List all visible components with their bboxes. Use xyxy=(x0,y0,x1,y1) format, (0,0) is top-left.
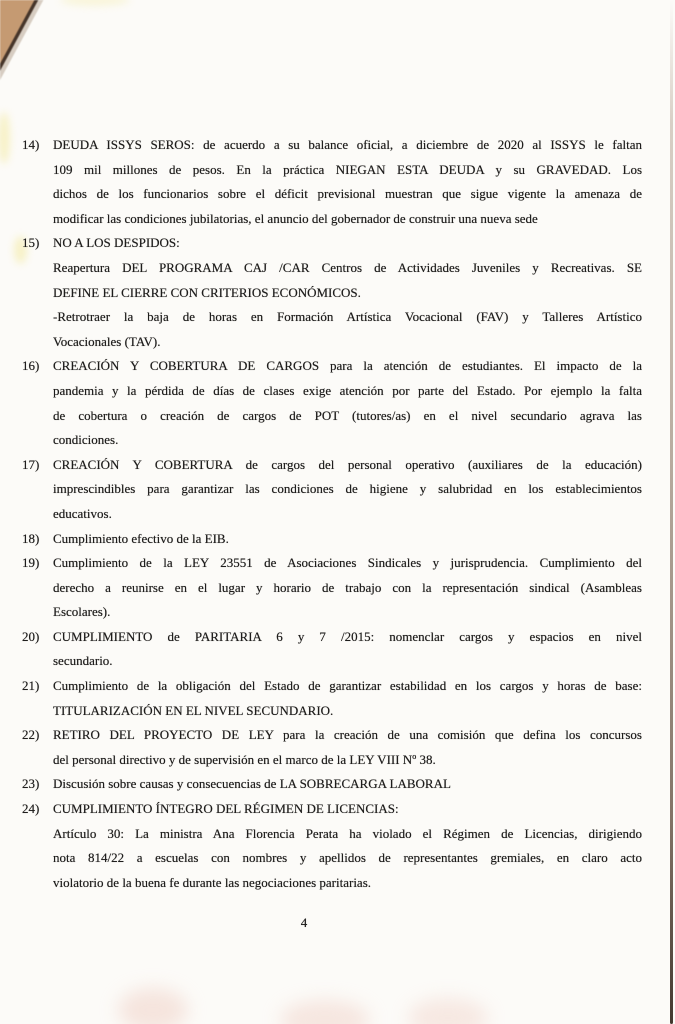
list-item xyxy=(22,354,675,452)
item-number: 18) xyxy=(22,530,40,546)
item-number: 16) xyxy=(22,358,40,374)
text-line: condiciones. xyxy=(53,432,119,448)
text-line: CREACIÓN Y COBERTURA DE CARGOS para la atención de estudiantes. El impacto de la xyxy=(53,358,642,374)
text-line: CREACIÓN Y COBERTURA de cargos del personal operativo (auxiliares de la educación) xyxy=(53,456,642,472)
list-item xyxy=(22,551,675,625)
item-content xyxy=(53,723,642,772)
list-item xyxy=(22,723,675,772)
text-line: Cumplimiento efectivo de la EIB. xyxy=(53,530,229,546)
list-item xyxy=(22,453,675,527)
text-line: secundario. xyxy=(53,653,113,669)
item-content xyxy=(53,674,642,723)
item-number: 15) xyxy=(22,235,40,251)
list-item xyxy=(22,674,675,723)
text-line: Artículo 30: La ministra Ana Florencia Perata ha violado el Régimen de Licencias, dirigiendo xyxy=(53,825,642,841)
text-line: Discusión sobre causas y consecuencias de LA SOBRECARGA LABORAL xyxy=(53,776,451,792)
text-line: DEUDA ISSYS SEROS: de acuerdo a su balance oficial, a diciembre de 2020 al ISSYS le faltan xyxy=(53,137,642,152)
text-line: NO A LOS DESPIDOS: xyxy=(53,235,180,251)
text-line: RETIRO DEL PROYECTO DE LEY para la creación de una comisión que defina los concursos xyxy=(53,727,642,743)
item-number: 17) xyxy=(22,456,40,472)
item-number: 14) xyxy=(22,137,40,152)
text-line: Vocacionales (TAV). xyxy=(53,333,161,349)
list-item xyxy=(22,133,675,231)
text-line: Escolares). xyxy=(53,604,111,620)
item-content xyxy=(53,453,642,527)
item-content xyxy=(53,354,642,452)
demands-list xyxy=(22,133,675,895)
text-line: CUMPLIMIENTO ÍNTEGRO DEL RÉGIMEN DE LICENCIAS: xyxy=(53,801,399,817)
text-line: CUMPLIMIENTO de PARITARIA 6 y 7 /2015: nomenclar cargos y espacios en nivel xyxy=(53,628,642,644)
item-content xyxy=(53,231,642,354)
text-line: Reapertura DEL PROGRAMA CAJ /CAR Centros de Actividades Juveniles y Recreativas. SE xyxy=(53,259,642,275)
item-content xyxy=(53,797,642,895)
item-content xyxy=(53,133,642,231)
text-line: pandemia y la pérdida de días de clases exige atención por parte del Estado. Por ejemplo la falta xyxy=(53,382,642,398)
text-line: nota 814/22 a escuelas con nombres y apellidos de representantes gremiales, en claro acto xyxy=(53,850,642,866)
page-number: 4 xyxy=(300,915,308,931)
item-number: 23) xyxy=(22,776,40,792)
text-line: 109 mil millones de pesos. En la práctica NIEGAN ESTA DEUDA y su GRAVEDAD. Los xyxy=(53,161,642,177)
text-line: derecho a reunirse en el lugar y horario de trabajo con la representación sindical (Asambleas xyxy=(53,579,642,595)
text-line: imprescindibles para garantizar las condiciones de higiene y salubridad en los establecimientos xyxy=(53,481,642,497)
item-number: 20) xyxy=(22,628,40,644)
item-content xyxy=(53,772,642,797)
list-item xyxy=(22,625,675,674)
list-item xyxy=(22,527,675,552)
text-line: -Retrotraer la baja de horas en Formación Artística Vocacional (FAV) y Talleres Artístico xyxy=(53,309,642,325)
list-item xyxy=(22,231,675,354)
item-number: 21) xyxy=(22,678,40,694)
text-line: Cumplimiento de la obligación del Estado de garantizar estabilidad en los cargos y horas de base: xyxy=(53,678,642,694)
item-number: 22) xyxy=(22,727,40,743)
text-line: TITULARIZACIÓN EN EL NIVEL SECUNDARIO. xyxy=(53,702,334,718)
text-line: modificar las condiciones jubilatorias, el anuncio del gobernador de construir una nueva sede xyxy=(53,210,538,226)
text-line: educativos. xyxy=(53,505,112,521)
list-item xyxy=(22,797,675,895)
text-line: dichos de los funcionarios sobre el déficit previsional muestran que sigue vigente la amenaza de xyxy=(53,186,642,202)
item-number: 19) xyxy=(22,555,40,571)
text-line: DEFINE EL CIERRE CON CRITERIOS ECONÓMICOS. xyxy=(53,284,361,300)
text-line: Cumplimiento de la LEY 23551 de Asociaciones Sindicales y jurisprudencia. Cumplimiento del xyxy=(53,555,642,571)
item-number: 24) xyxy=(22,801,40,817)
list-item xyxy=(22,772,675,797)
text-line: de cobertura o creación de cargos de POT (tutores/as) en el nivel secundario agrava las xyxy=(53,407,642,423)
item-content xyxy=(53,527,642,552)
item-content xyxy=(53,551,642,625)
item-content xyxy=(53,625,642,674)
text-line: del personal directivo y de supervisión en el marco de la LEY VIII Nº 38. xyxy=(53,751,436,767)
text-line: violatorio de la buena fe durante las negociaciones paritarias. xyxy=(53,874,372,890)
